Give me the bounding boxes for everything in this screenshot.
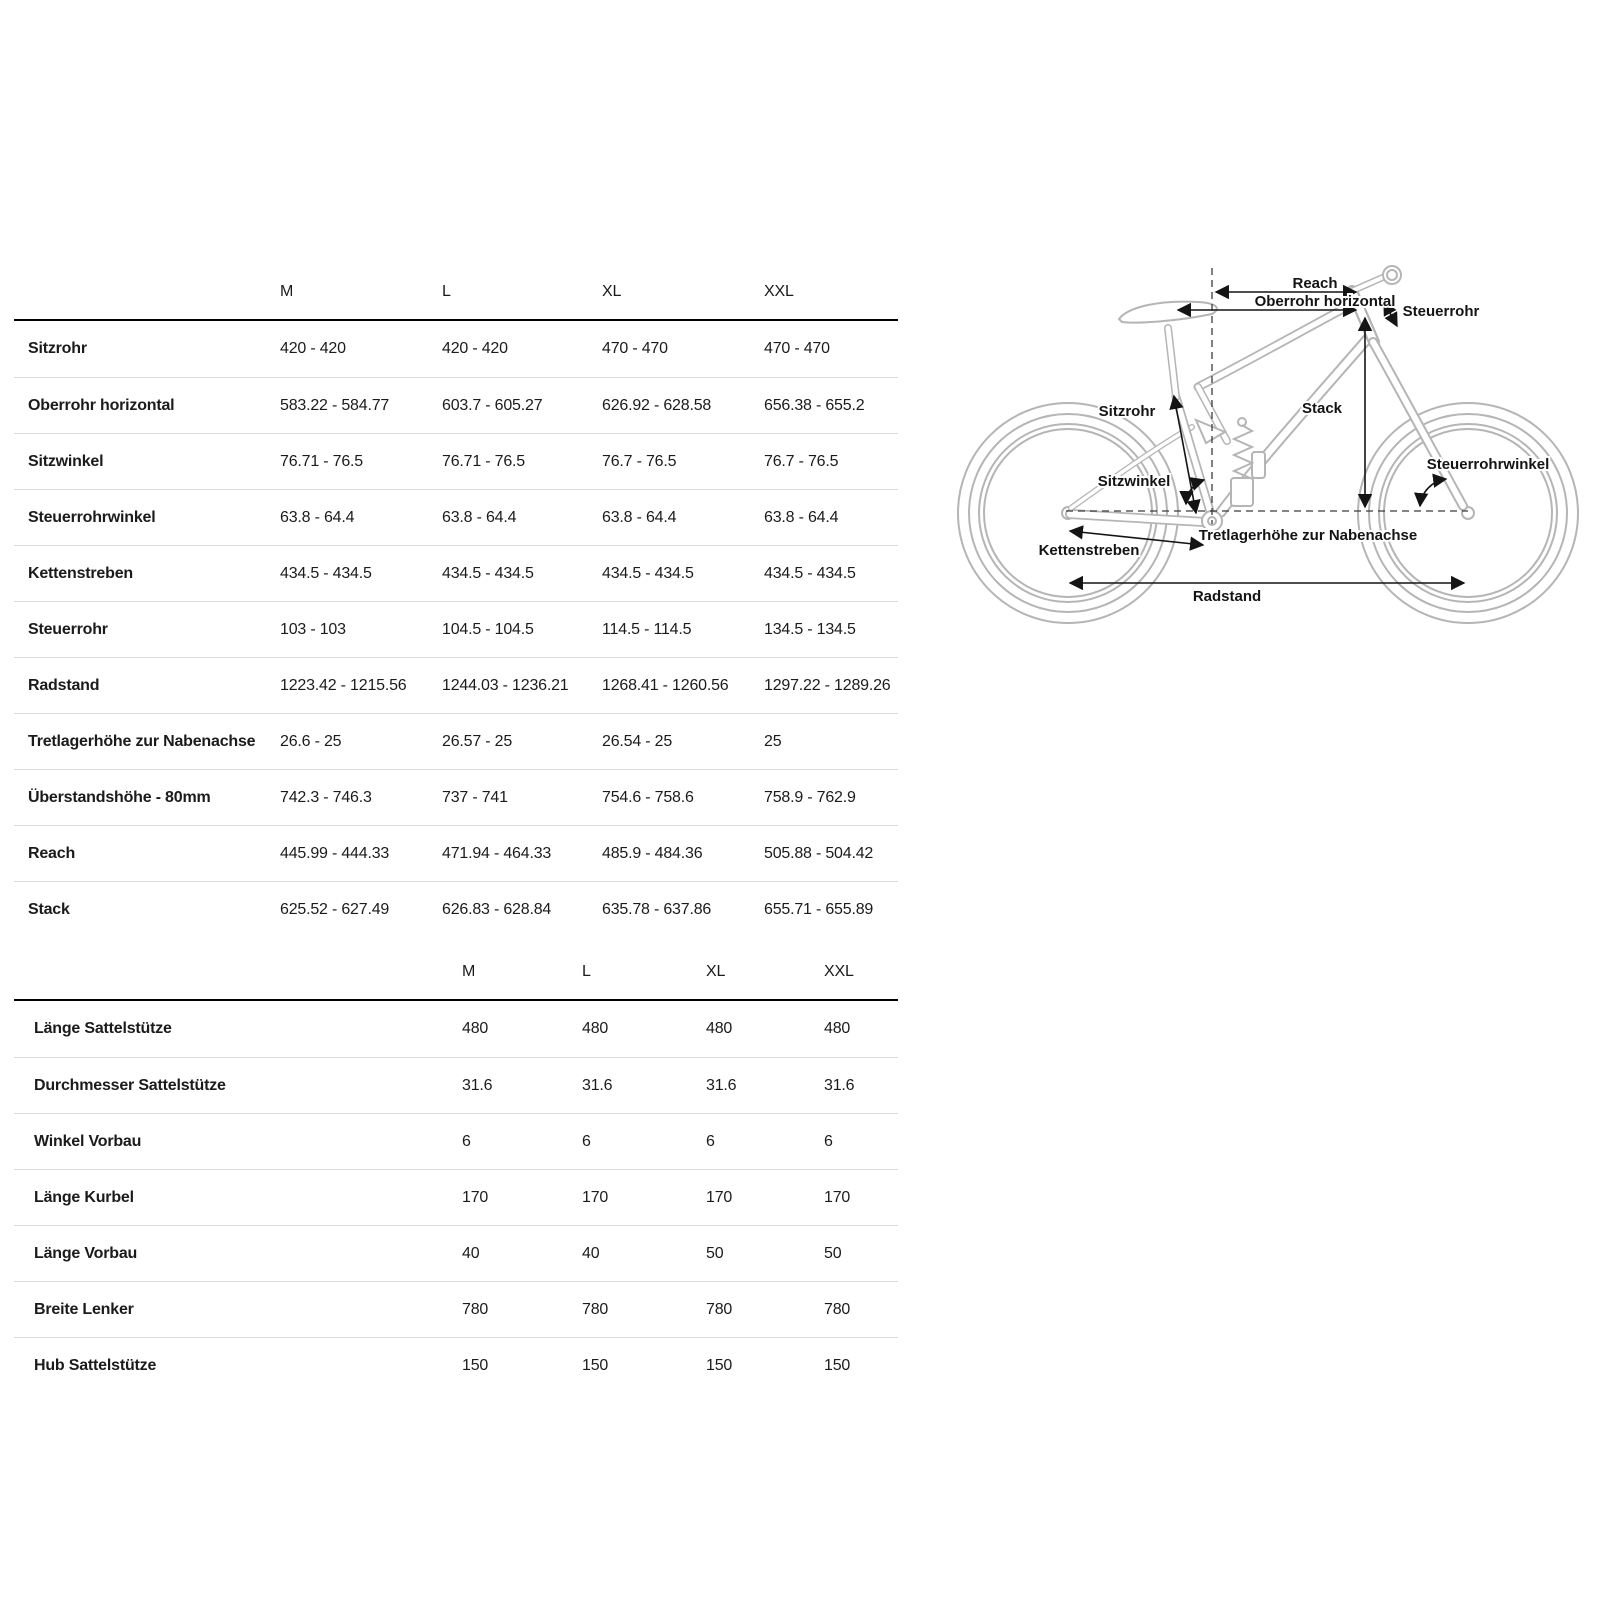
column-header-m: M [280, 283, 294, 300]
cell-xxl: 780 [824, 1300, 851, 1318]
cell-m: 742.3 - 746.3 [280, 788, 372, 806]
table-row [14, 1113, 898, 1169]
row-label: Winkel Vorbau [34, 1132, 142, 1150]
row-label: Länge Vorbau [34, 1244, 138, 1262]
cell-xxl: 758.9 - 762.9 [764, 788, 856, 806]
cell-xl: 1268.41 - 1260.56 [602, 676, 729, 694]
cell-xxl: 6 [824, 1132, 833, 1150]
row-label: Sitzwinkel [28, 452, 104, 470]
column-header-l: L [442, 283, 451, 300]
row-label: Radstand [28, 676, 100, 694]
cell-xl: 50 [706, 1244, 724, 1262]
sitzwinkel-label: Sitzwinkel [1097, 473, 1171, 490]
table-row [14, 1169, 898, 1225]
cell-l: 737 - 741 [442, 788, 508, 806]
table-row [14, 825, 898, 881]
table-row [14, 1337, 898, 1393]
cell-m: 420 - 420 [280, 340, 346, 357]
cell-xxl: 25 [764, 732, 782, 750]
steuerrohr-label: Steuerrohr [1402, 303, 1480, 320]
table-row [14, 1225, 898, 1281]
table-row [14, 489, 898, 545]
column-header-xl: XL [602, 283, 622, 300]
cell-m: 583.22 - 584.77 [280, 396, 390, 414]
reach-label: Reach [1292, 275, 1338, 292]
front-wheel [1358, 403, 1578, 623]
cell-xl: 635.78 - 637.86 [602, 900, 712, 918]
cell-xl: 626.92 - 628.58 [602, 396, 712, 414]
cell-m: 1223.42 - 1215.56 [280, 676, 407, 694]
cell-xxl: 655.71 - 655.89 [764, 900, 874, 918]
cell-l: 420 - 420 [442, 340, 508, 357]
row-label: Länge Kurbel [34, 1188, 134, 1206]
cell-m: 780 [462, 1300, 489, 1318]
stack-label: Stack [1301, 400, 1343, 417]
cell-xl: 170 [706, 1188, 733, 1206]
cell-xl: 470 - 470 [602, 340, 668, 357]
cell-xxl: 1297.22 - 1289.26 [764, 676, 891, 694]
table-row [14, 769, 898, 825]
cell-xl: 434.5 - 434.5 [602, 564, 694, 582]
cell-m: 480 [462, 1020, 489, 1037]
kettenstreben-label: Kettenstreben [1038, 542, 1140, 559]
sitzrohr-label: Sitzrohr [1098, 403, 1156, 420]
table-row [14, 1281, 898, 1337]
cell-l: 471.94 - 464.33 [442, 844, 552, 862]
cell-xl: 63.8 - 64.4 [602, 508, 677, 526]
row-label: Sitzrohr [28, 340, 87, 357]
table-row [14, 601, 898, 657]
cell-l: 26.57 - 25 [442, 732, 513, 750]
cell-m: 76.71 - 76.5 [280, 452, 363, 470]
row-label: Breite Lenker [34, 1300, 134, 1318]
row-label: Durchmesser Sattelstütze [34, 1076, 226, 1094]
table-row [14, 657, 898, 713]
column-header-xxl: XXL [764, 283, 794, 300]
oberrohr-label: Oberrohr horizontal [1254, 293, 1396, 310]
cell-m: 625.52 - 627.49 [280, 900, 390, 918]
cell-xl: 76.7 - 76.5 [602, 452, 677, 470]
cell-l: 603.7 - 605.27 [442, 396, 543, 414]
cell-xxl: 470 - 470 [764, 340, 830, 357]
row-label: Überstandshöhe - 80mm [28, 788, 211, 806]
cell-xxl: 480 [824, 1020, 851, 1037]
cell-l: 434.5 - 434.5 [442, 564, 534, 582]
cell-m: 150 [462, 1356, 489, 1374]
cell-m: 40 [462, 1244, 480, 1262]
cell-xxl: 505.88 - 504.42 [764, 844, 874, 862]
bike-geometry-diagram [900, 240, 1600, 660]
row-label: Länge Sattelstütze [34, 1020, 172, 1037]
cell-xl: 6 [706, 1132, 715, 1150]
table-row [14, 545, 898, 601]
table-row [14, 321, 898, 377]
cell-xxl: 134.5 - 134.5 [764, 620, 856, 638]
cell-l: 780 [582, 1300, 609, 1318]
cell-l: 31.6 [582, 1076, 613, 1094]
cell-xl: 480 [706, 1020, 733, 1037]
row-label: Stack [28, 900, 70, 918]
components-table-header [14, 945, 898, 1001]
cell-xl: 485.9 - 484.36 [602, 844, 703, 862]
cell-l: 6 [582, 1132, 591, 1150]
table-row [14, 377, 898, 433]
cell-l: 170 [582, 1188, 609, 1206]
diagram-labels [1039, 275, 1550, 605]
saddle [1119, 302, 1217, 323]
cell-xxl: 76.7 - 76.5 [764, 452, 839, 470]
cell-m: 170 [462, 1188, 489, 1206]
cell-m: 63.8 - 64.4 [280, 508, 355, 526]
cell-m: 6 [462, 1132, 471, 1150]
cell-l: 1244.03 - 1236.21 [442, 676, 569, 694]
cell-xl: 780 [706, 1300, 733, 1318]
cell-xxl: 656.38 - 655.2 [764, 396, 865, 414]
cell-m: 103 - 103 [280, 620, 346, 638]
components-table [14, 945, 898, 1393]
cell-xxl: 434.5 - 434.5 [764, 564, 856, 582]
row-label: Steuerrohrwinkel [28, 508, 156, 526]
cell-xxl: 31.6 [824, 1076, 855, 1094]
cell-l: 150 [582, 1356, 609, 1374]
cell-xl: 114.5 - 114.5 [602, 620, 692, 638]
table-row [14, 433, 898, 489]
tretlagerhoehe-label: Tretlagerhöhe zur Nabenachse [1198, 527, 1418, 544]
cell-xxl: 150 [824, 1356, 851, 1374]
cell-xl: 26.54 - 25 [602, 732, 673, 750]
cell-l: 76.71 - 76.5 [442, 452, 525, 470]
steuerrohrwinkel-arc [1420, 479, 1446, 506]
cell-xl: 754.6 - 758.6 [602, 788, 694, 806]
row-label: Tretlagerhöhe zur Nabenachse [28, 732, 256, 750]
geometry-table-header [14, 265, 898, 321]
cell-l: 40 [582, 1244, 600, 1262]
bike-drawing [958, 266, 1578, 623]
cell-xxl: 170 [824, 1188, 851, 1206]
row-label: Kettenstreben [28, 564, 133, 582]
cell-m: 31.6 [462, 1076, 493, 1094]
cell-m: 434.5 - 434.5 [280, 564, 372, 582]
cell-xxl: 50 [824, 1244, 842, 1262]
table-row [14, 1001, 898, 1057]
cell-l: 626.83 - 628.84 [442, 900, 552, 918]
column-header-l: L [582, 963, 591, 980]
column-header-m: M [462, 963, 476, 980]
geometry-table [14, 265, 898, 937]
cell-xl: 31.6 [706, 1076, 737, 1094]
table-row [14, 1057, 898, 1113]
steuerrohrwinkel-label: Steuerrohrwinkel [1426, 456, 1550, 473]
row-label: Oberrohr horizontal [28, 396, 175, 414]
column-header-xl: XL [706, 963, 726, 980]
cell-l: 104.5 - 104.5 [442, 620, 534, 638]
cell-xxl: 63.8 - 64.4 [764, 508, 839, 526]
table-row [14, 713, 898, 769]
row-label: Hub Sattelstütze [34, 1356, 157, 1374]
column-header-xxl: XXL [824, 963, 854, 980]
table-row [14, 881, 898, 937]
row-label: Reach [28, 844, 76, 862]
handlebar-grip [1383, 266, 1401, 284]
cell-l: 63.8 - 64.4 [442, 508, 517, 526]
row-label: Steuerrohr [28, 620, 108, 638]
cell-xl: 150 [706, 1356, 733, 1374]
cell-l: 480 [582, 1020, 609, 1037]
cell-m: 26.6 - 25 [280, 732, 342, 750]
radstand-label: Radstand [1192, 588, 1262, 605]
cell-m: 445.99 - 444.33 [280, 844, 390, 862]
